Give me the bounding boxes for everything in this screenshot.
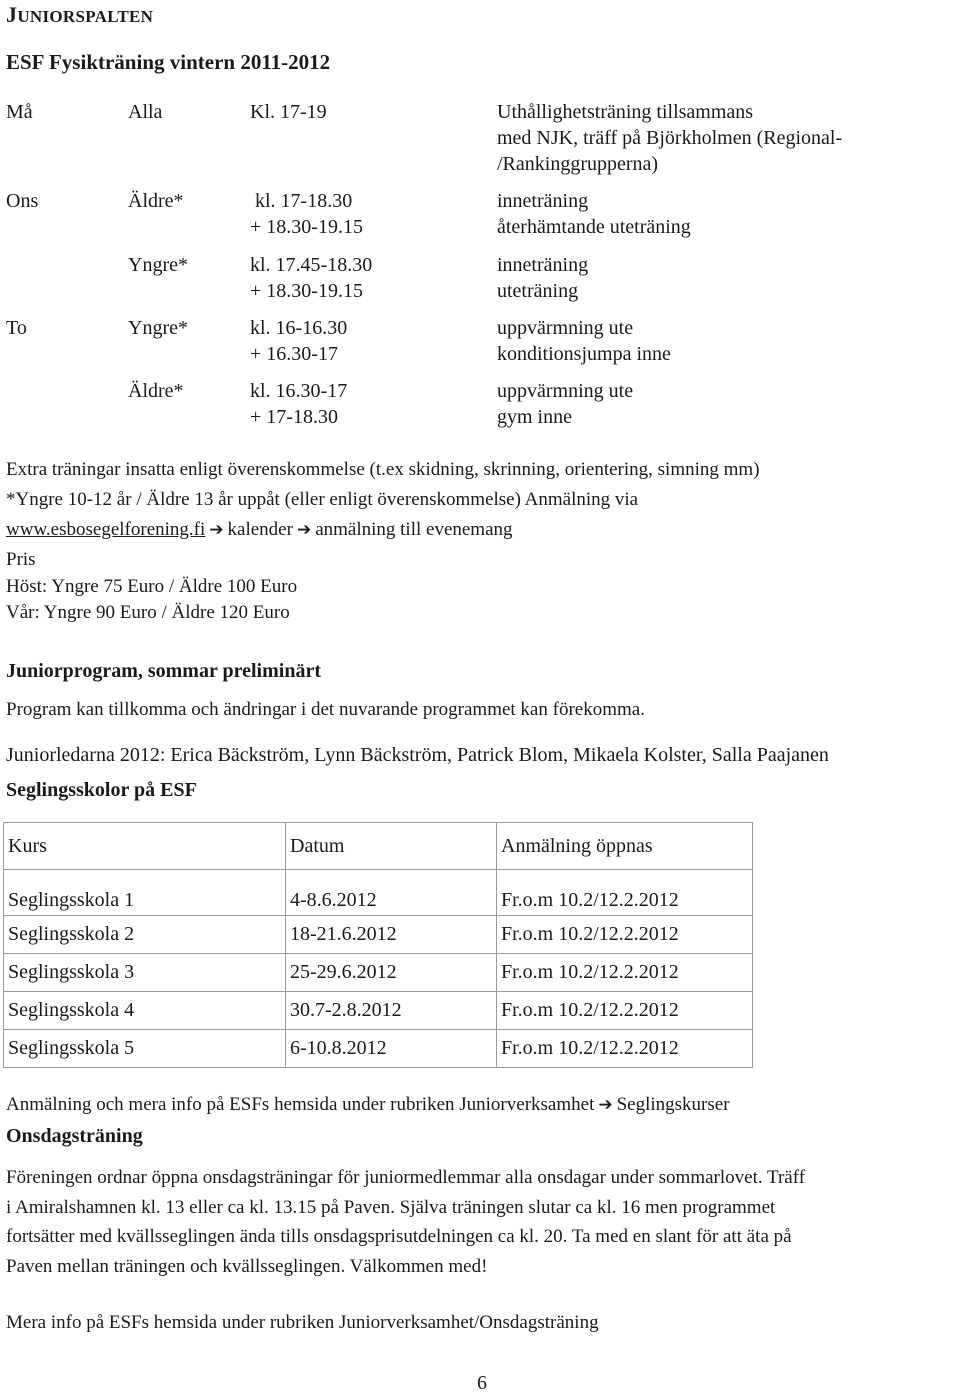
- activity-line: uppvärmning ute: [497, 317, 634, 339]
- section-title: [6, 2, 153, 28]
- time-label: + 18.30-19.15: [250, 216, 363, 238]
- wednesday-line: fortsätter med kvällsseglingen ända tills onsdagsprisutdelningen ca kl. 20. Ta med en slant för att äta på: [6, 1226, 792, 1247]
- price-heading: Pris: [6, 549, 36, 570]
- table-row: [4, 954, 753, 992]
- sailing-schools-heading: Seglingsskolor på ESF: [6, 779, 197, 801]
- wednesday-line: Paven mellan träningen och kvällsseglingen. Välkommen med!: [6, 1256, 488, 1277]
- table-cell: Fr.o.m 10.2/12.2.2012: [497, 992, 753, 1030]
- schedule-title: ESF Fysikträning vintern 2011-2012: [6, 50, 331, 74]
- junior-program-heading: Juniorprogram, sommar preliminärt: [6, 660, 321, 682]
- activity-line: inneträning: [497, 254, 589, 276]
- table-row: [4, 870, 753, 916]
- price-autumn: Höst: Yngre 75 Euro / Äldre 100 Euro: [6, 576, 298, 597]
- table-cell: Seglingsskola 1: [4, 870, 286, 916]
- signup-path: [6, 515, 513, 545]
- time-label: + 17-18.30: [250, 406, 338, 428]
- group-label: Äldre*: [128, 380, 184, 402]
- group-label: Äldre*: [128, 190, 184, 212]
- group-label: Yngre*: [128, 254, 188, 276]
- junior-leaders: Juniorledarna 2012: Erica Bäckström, Lynn Bäckström, Patrick Blom, Mikaela Kolster, Salla Paajanen: [6, 744, 829, 766]
- table-row: [4, 916, 753, 954]
- table-cell: 30.7-2.8.2012: [286, 992, 497, 1030]
- table-cell: Fr.o.m 10.2/12.2.2012: [497, 870, 753, 916]
- price-spring: Vår: Yngre 90 Euro / Äldre 120 Euro: [6, 602, 290, 623]
- table-row: [4, 1030, 753, 1068]
- activity-line: inneträning: [497, 190, 589, 212]
- table-row: [4, 992, 753, 1030]
- time-label: + 16.30-17: [250, 343, 338, 365]
- group-label: Yngre*: [128, 317, 188, 339]
- day-label: Må: [6, 101, 33, 123]
- table-cell: 4-8.6.2012: [286, 870, 497, 916]
- arrow-right-icon: ➔: [296, 520, 312, 540]
- time-label: kl. 16-16.30: [250, 317, 348, 339]
- activity-line: /Rankinggrupperna): [497, 153, 659, 175]
- wednesday-line: Föreningen ordnar öppna onsdagsträningar för juniormedlemmar alla onsdagar under sommarlovet. Träff: [6, 1167, 806, 1188]
- table-cell: Seglingsskola 5: [4, 1030, 286, 1068]
- page-number: 6: [477, 1372, 487, 1394]
- table-cell: Fr.o.m 10.2/12.2.2012: [497, 916, 753, 954]
- more-info: Mera info på ESFs hemsida under rubriken Juniorverksamhet/Onsdagsträning: [6, 1312, 599, 1333]
- column-header: Anmälning öppnas: [497, 823, 753, 870]
- signup-label: anmälning till evenemang: [315, 519, 513, 540]
- extra-line: Extra träningar insatta enligt överenskommelse (t.ex skidning, skrinning, orientering, simning mm): [6, 459, 760, 480]
- table-header-row: [4, 823, 753, 870]
- activity-line: gym inne: [497, 406, 572, 428]
- activity-line: Uthållighetsträning tillsammans: [497, 101, 754, 123]
- wednesday-heading: Onsdagsträning: [6, 1125, 143, 1147]
- esf-website-link[interactable]: www.esbosegelforening.fi: [6, 519, 206, 540]
- column-header: Kurs: [4, 823, 286, 870]
- sailing-schools-table: [3, 822, 753, 1068]
- signup-info: [6, 1090, 730, 1120]
- table-cell: 6-10.8.2012: [286, 1030, 497, 1068]
- junior-program-text: Program kan tillkomma och ändringar i det nuvarande programmet kan förekomma.: [6, 699, 645, 720]
- table-cell: 25-29.6.2012: [286, 954, 497, 992]
- day-label: To: [6, 317, 27, 339]
- table-cell: Seglingsskola 4: [4, 992, 286, 1030]
- column-header: Datum: [286, 823, 497, 870]
- extra-line: *Yngre 10-12 år / Äldre 13 år uppåt (eller enligt överenskommelse) Anmälning via: [6, 489, 639, 510]
- wednesday-line: i Amiralshamnen kl. 13 eller ca kl. 13.15 på Paven. Själva träningen slutar ca kl. 16 men programmet: [6, 1197, 776, 1218]
- section-title-initial: J: [6, 2, 18, 27]
- time-label: kl. 17.45-18.30: [250, 254, 373, 276]
- arrow-right-icon: ➔: [209, 520, 224, 540]
- activity-line: uppvärmning ute: [497, 380, 634, 402]
- time-label: kl. 16.30-17: [250, 380, 348, 402]
- group-label: Alla: [128, 101, 163, 123]
- section-title-rest: UNIORSPALTEN: [17, 7, 154, 26]
- table-cell: Fr.o.m 10.2/12.2.2012: [497, 1030, 753, 1068]
- time-label: + 18.30-19.15: [250, 280, 363, 302]
- signup-info-text: Anmälning och mera info på ESFs hemsida under rubriken Juniorverksamhet: [6, 1094, 595, 1115]
- activity-line: konditionsjumpa inne: [497, 343, 671, 365]
- activity-line: med NJK, träff på Björkholmen (Regional-: [497, 127, 843, 149]
- signup-info-target: Seglingskurser: [616, 1094, 730, 1115]
- arrow-right-icon: ➔: [598, 1095, 613, 1115]
- activity-line: återhämtande uteträning: [497, 216, 691, 238]
- table-cell: Fr.o.m 10.2/12.2.2012: [497, 954, 753, 992]
- calendar-label: kalender: [227, 519, 293, 540]
- activity-line: uteträning: [497, 280, 579, 302]
- time-label: kl. 17-18.30: [255, 190, 353, 212]
- table-cell: 18-21.6.2012: [286, 916, 497, 954]
- time-label: Kl. 17-19: [250, 101, 327, 123]
- table-cell: Seglingsskola 2: [4, 916, 286, 954]
- day-label: Ons: [6, 190, 39, 212]
- table-cell: Seglingsskola 3: [4, 954, 286, 992]
